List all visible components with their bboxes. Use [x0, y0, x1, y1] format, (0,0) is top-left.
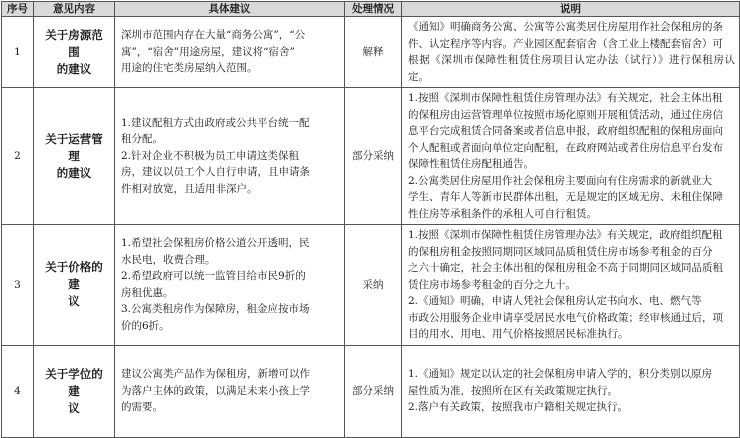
suggestion-line: 为落户主体的政策，以满足未来小孩上学: [121, 384, 310, 397]
opinion-cell: [34, 225, 115, 346]
suggestion-line: 水民电，收费合理。: [121, 253, 216, 266]
opinion-line: 的建议: [56, 61, 92, 76]
explanation-line: 学生、青年人等新市民群体出租，无是规定的区域无房、未租住保障: [408, 191, 723, 203]
suggestion-cell: [115, 17, 345, 88]
explanation-line: 息平台完成租赁合同备案或者信息申报，政府组织配租的保租房面向: [408, 125, 723, 137]
explanation-line: 之六十确定，社会主体出租的保租房租金不高于同期同区域同品质租: [408, 262, 723, 274]
row-number: 3: [2, 225, 34, 346]
handling-status: 采纳: [345, 225, 402, 346]
handling-status: 部分采纳: [345, 345, 402, 437]
suggestion-line: 2.希望政府可以统一监管目给市民9折的: [121, 270, 306, 283]
suggestion-line: 建议公寓类产品作为保租房，新增可以作: [121, 368, 310, 381]
handling-status: 部分采纳: [345, 88, 402, 225]
opinion-cell: [34, 345, 115, 437]
handling-status: 解释: [345, 17, 402, 88]
opinion-line: 关于价格的建: [45, 260, 103, 292]
suggestion-line: 房，建议以员工个人自行申请，且申请条: [121, 166, 310, 179]
suggestion-line: 3.公寓类租房作为保障房，租金应按市场: [121, 303, 310, 316]
explanation-line: 保障性租赁住房配租通告。: [408, 158, 534, 170]
explanation-line: 2.落户有关政策，按照我市户籍相关规定执行。: [408, 401, 629, 414]
suggestion-cell: [115, 225, 345, 346]
explanation-line: 2.《通知》明确，申请人凭社会保租房认定书向水、电、燃气等: [408, 295, 702, 307]
opinion-table: [1, 1, 740, 438]
opinion-line: 议: [68, 294, 80, 309]
header-no: 序号: [2, 2, 34, 17]
suggestion-line: 的需要。: [121, 401, 163, 414]
explanation-line: 1.按照《深圳市保障性租赁住房管理办法》有关规定，社会主体出租: [408, 92, 723, 104]
explanation-cell: [402, 345, 740, 437]
opinion-cell: [34, 88, 115, 225]
explanation-line: 的保租房租金按照同期同区域同品质租赁住房市场参考租金的百分: [408, 245, 713, 258]
suggestion-line: 1.希望社会保租房价格公道公开透明，民: [121, 237, 310, 250]
suggestion-cell: [115, 88, 345, 225]
explanation-line: 个人配租或者面向单位定向配租，在政府网站或者住房信息平台发布: [408, 141, 723, 154]
explanation-line: 赁住房市场参考租金的百分之九十。: [408, 278, 576, 291]
suggestion-line: 寓”，“宿舍”用途房屋，建议将“宿舍”: [121, 45, 295, 58]
row-number: 1: [2, 17, 34, 88]
explanation-line: 市政公用服务企业申请享受居民水电气价格政策；经审核通过后，项: [408, 311, 723, 324]
explanation-line: 1.按照《深圳市保障性租赁住房管理办法》有关规定，政府组织配租: [408, 229, 723, 241]
table-row: [2, 17, 740, 88]
explanation-line: 《通知》明确商务公寓、公寓等公寓类居住房屋用作社会保租房的条: [408, 21, 723, 33]
explanation-line: 的保租房由运营管理单位按照市场化原则开展租赁活动，通过住房信: [408, 108, 723, 121]
explanation-cell: [402, 225, 740, 346]
table-header-row: [2, 2, 740, 17]
opinion-line: 的建议: [56, 165, 92, 180]
header-suggestion: 具体建议: [115, 2, 345, 17]
suggestion-line: 房租优惠。: [121, 286, 174, 299]
suggestion-line: 2.针对企业不积极为员工申请这类保租: [121, 149, 300, 162]
opinion-line: 关于学位的建: [45, 366, 103, 398]
suggestion-line: 深圳市范围内存在大量“商务公寓”，“公: [121, 29, 306, 42]
suggestion-line: 1.建议配租方式由政府或公共平台统一配: [121, 116, 310, 129]
table-row: [2, 345, 740, 437]
suggestion-line: 价的6折。: [121, 319, 170, 332]
explanation-line: 件、认定程序等内容。产业园区配套宿舍（含工业上楼配套宿舍）可: [408, 37, 723, 50]
opinion-line: 议: [68, 400, 80, 415]
explanation-line: 目的用水、用电、用气价格按照居民标准执行。: [408, 328, 629, 340]
header-explanation: 说明: [402, 2, 740, 17]
opinion-cell: [34, 17, 115, 88]
table-row: [2, 225, 740, 346]
explanation-line: 1.《通知》规定以认定的社会保租房申请入学的，积分类别以原房: [408, 368, 713, 381]
explanation-line: 屋性质为准，按照所在区有关政策规定执行。: [408, 384, 618, 397]
header-handling: 处理情况: [345, 2, 402, 17]
suggestion-cell: [115, 345, 345, 437]
explanation-cell: [402, 88, 740, 225]
suggestion-line: 件相对放宽，且适用非深户。: [121, 182, 258, 195]
explanation-line: 根据《深圳市保障性租赁住房项目认定办法（试行）》进行保租房认定。: [408, 54, 735, 83]
header-opinion: 意见内容: [34, 2, 115, 17]
suggestion-line: 用途的住宅类房屋纳入范围。: [121, 62, 258, 75]
row-number: 4: [2, 345, 34, 437]
explanation-line: 2.公寓类居住房屋用作社会保租房主要面向有住房需求的新就业大: [408, 174, 713, 187]
explanation-line: 性住房等承租条件的承租人可自行租赁。: [408, 207, 597, 220]
table-row: [2, 88, 740, 225]
suggestion-line: 租分配。: [121, 133, 163, 146]
opinion-line: 关于运营管理: [45, 131, 103, 163]
row-number: 2: [2, 88, 34, 225]
explanation-cell: [402, 17, 740, 88]
opinion-line: 关于房源范围: [45, 27, 103, 59]
